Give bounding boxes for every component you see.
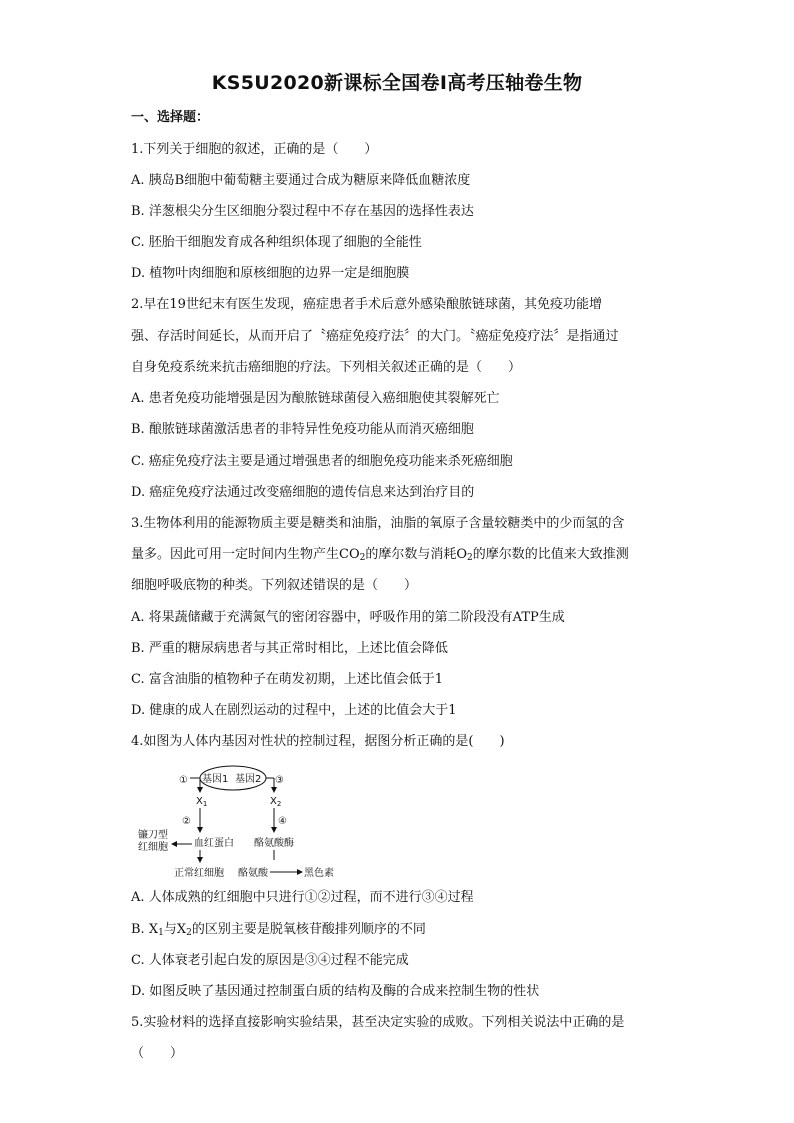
q3-stem-line3: 细胞呼吸底物的种类。下列叙述错误的是（ ） — [131, 578, 418, 593]
normal-rbc-label: 正常红细胞 — [174, 868, 224, 879]
q2-stem-line2: 强、存活时间延长，从而开启了〝癌症免疫疗法〞的大门。〝癌症免疫疗法〞是指通过 — [131, 329, 619, 344]
q2-stem-line1: 2.早在19世纪末有医生发现，癌症患者手术后意外感染酿脓链球菌，其免疫功能增 — [131, 297, 602, 312]
circle-2-label: ② — [182, 816, 191, 827]
x1-label: $X_1$ — [196, 796, 208, 808]
circle-3-label: ③ — [275, 775, 284, 786]
q4-stem: 4.如图为人体内基因对性状的控制过程，据图分析正确的是( ) — [131, 734, 505, 749]
q3-stem-line1: 3.生物体利用的能源物质主要是糖类和油脂，油脂的氧原子含量较糖类中的少而氢的含 — [131, 516, 625, 531]
q2-option-c: C. 癌症免疫疗法主要是通过增强患者的细胞免疫功能来杀死癌细胞 — [131, 454, 513, 469]
gene-2-label: 基因2 — [235, 774, 262, 785]
gene-control-diagram — [138, 764, 338, 884]
q4-option-b: B. $X_1$与$X_2$的区别主要是脱氧核苷酸排列顺序的不同 — [131, 922, 426, 938]
q3-option-d: D. 健康的成人在剧烈运动的过程中，上述的比值会大于1 — [131, 703, 457, 718]
section-heading: 一、选择题： — [131, 110, 210, 125]
q5-stem-line1: 5.实验材料的选择直接影响实验结果，甚至决定实验的成败。下列相关说法中正确的是 — [131, 1015, 625, 1030]
hemoglobin-label: 血红蛋白 — [194, 838, 234, 849]
sickle-cell-label-1: 镰刀型 — [138, 830, 168, 841]
q1-option-b: B. 洋葱根尖分生区细胞分裂过程中不存在基因的选择性表达 — [131, 204, 474, 219]
q1-stem: 1.下列关于细胞的叙述，正确的是（ ） — [131, 142, 378, 157]
q2-option-b: B. 酿脓链球菌激活患者的非特异性免疫功能从而消灭癌细胞 — [131, 422, 474, 437]
circle-4-label: ④ — [278, 816, 287, 827]
sickle-cell-label-2: 红细胞 — [138, 842, 168, 853]
q1-option-d: D. 植物叶肉细胞和原核细胞的边界一定是细胞膜 — [131, 266, 410, 281]
gene-1-label: 基因1 — [202, 774, 229, 785]
q3-option-b: B. 严重的糖尿病患者与其正常时相比，上述比值会降低 — [131, 641, 448, 656]
q1-option-a: A. 胰岛B细胞中葡萄糖主要通过合成为糖原来降低血糖浓度 — [131, 173, 471, 188]
q4-option-a: A. 人体成熟的红细胞中只进行①②过程，而不进行③④过程 — [131, 890, 474, 905]
q3-option-a: A. 将果蔬储藏于充满氮气的密闭容器中，呼吸作用的第二阶段没有ATP生成 — [131, 610, 565, 625]
page-title: KS5U2020新课标全国卷Ⅰ高考压轴卷生物 — [211, 72, 583, 94]
q2-option-d: D. 癌症免疫疗法通过改变癌细胞的遗传信息来达到治疗目的 — [131, 485, 475, 500]
tyrosine-label: 酪氨酸 — [238, 868, 268, 879]
tyrosinase-label: 酪氨酸酶 — [254, 838, 294, 849]
q4-option-d: D. 如图反映了基因通过控制蛋白质的结构及酶的合成来控制生物的性状 — [131, 984, 540, 999]
q3-stem-line2: 量多。因此可用一定时间内生物产生$CO_2$的摩尔数与消耗$O_2$的摩尔数的比值来大致推测 — [131, 547, 629, 563]
x2-label: $X_2$ — [270, 796, 282, 808]
q2-stem-line3: 自身免疫系统来抗击癌细胞的疗法。下列相关叙述正确的是（ ） — [131, 360, 522, 375]
circle-1-label: ① — [179, 775, 188, 786]
q2-option-a: A. 患者免疫功能增强是因为酿脓链球菌侵入癌细胞使其裂解死亡 — [131, 391, 500, 406]
melanin-label: 黑色素 — [304, 868, 334, 879]
q5-stem-line2: （ ） — [131, 1046, 184, 1061]
q1-option-c: C. 胚胎干细胞发育成各种组织体现了细胞的全能性 — [131, 235, 422, 250]
q4-option-c: C. 人体衰老引起白发的原因是③④过程不能完成 — [131, 953, 409, 968]
q3-option-c: C. 富含油脂的植物种子在萌发初期，上述比值会低于1 — [131, 672, 444, 687]
